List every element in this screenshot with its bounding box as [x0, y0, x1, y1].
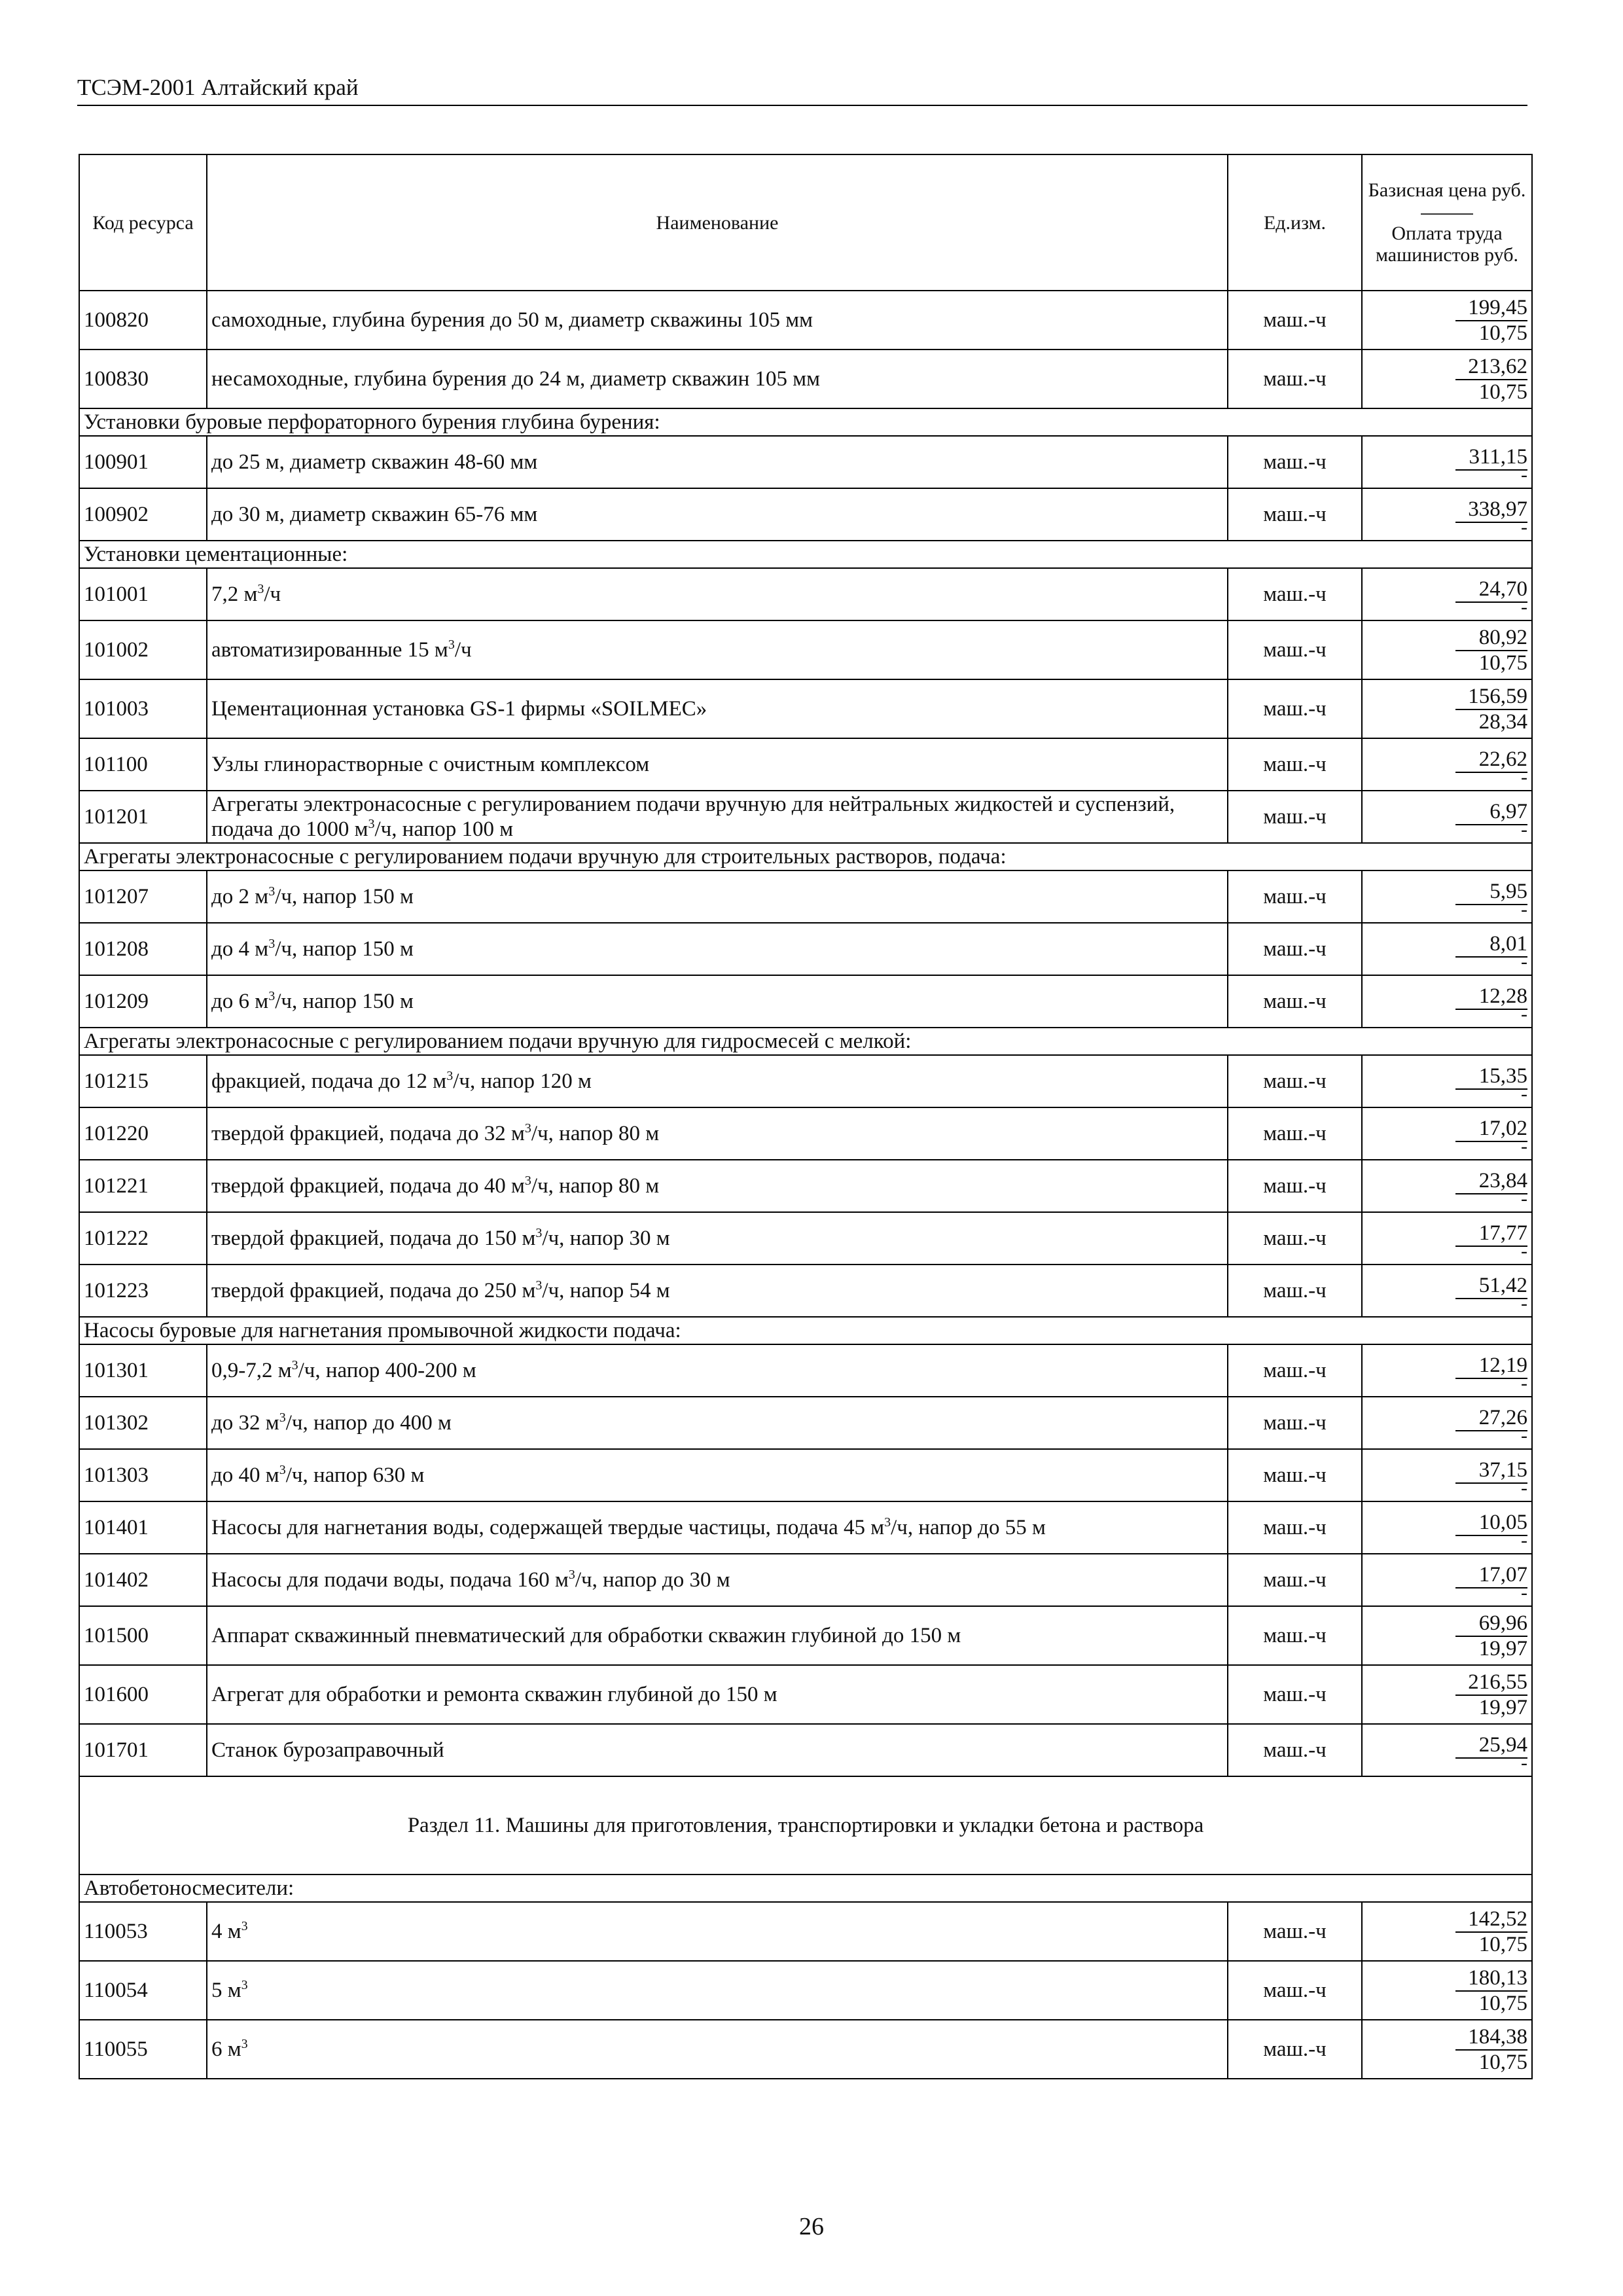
base-price: 6,97	[1455, 799, 1527, 825]
resource-code: 101402	[79, 1554, 207, 1606]
resource-name: 7,2 $м^3/ч$	[207, 568, 1228, 620]
unit-of-measure: маш.-ч	[1228, 791, 1362, 843]
unit-of-measure: маш.-ч	[1228, 1212, 1362, 1265]
unit-of-measure: маш.-ч	[1228, 620, 1362, 679]
price-cell	[1362, 1344, 1532, 1397]
price-cell	[1362, 350, 1532, 408]
unit-of-measure: маш.-ч	[1228, 679, 1362, 738]
table-row	[79, 1265, 1532, 1317]
resource-name: Насосы для подачи воды, подача 160 $м^3/ч$, напор до 30 м	[207, 1554, 1228, 1606]
operator-wage: 10,75	[1478, 1933, 1527, 1956]
unit-of-measure: маш.-ч	[1228, 350, 1362, 408]
price-cell	[1362, 1902, 1532, 1961]
resource-name: самоходные, глубина бурения до 50 м, диаметр скважины 105 мм	[207, 291, 1228, 350]
table-row	[79, 1961, 1532, 2020]
section-title	[79, 1776, 1532, 1874]
resource-code: 101500	[79, 1606, 207, 1665]
price-cell	[1362, 436, 1532, 488]
resource-name: 5 $м^3$	[207, 1961, 1228, 2020]
operator-wage: -	[1521, 464, 1527, 486]
operator-wage: -	[1521, 1477, 1527, 1499]
table-row	[79, 1606, 1532, 1665]
price-cell	[1362, 1160, 1532, 1212]
resource-name: до 4 $м^3/ч$, напор 150 м	[207, 923, 1228, 975]
unit-of-measure: маш.-ч	[1228, 1961, 1362, 2020]
resource-code: 101701	[79, 1724, 207, 1776]
unit-of-measure: маш.-ч	[1228, 1902, 1362, 1961]
group-title: Установки буровые перфораторного бурения глубина бурения:	[79, 408, 1532, 436]
resource-code: 100901	[79, 436, 207, 488]
table-row	[79, 1397, 1532, 1449]
resource-name: до 32 $м^3/ч$, напор до 400 м	[207, 1397, 1228, 1449]
header-divider	[1421, 212, 1473, 215]
operator-wage: -	[1521, 1240, 1527, 1262]
table-row	[79, 1449, 1532, 1501]
table-row	[79, 1107, 1532, 1160]
table-row	[79, 923, 1532, 975]
operator-wage: 10,75	[1478, 651, 1527, 675]
base-price: 142,52	[1455, 1907, 1527, 1933]
resource-name: до 2 $м^3/ч$, напор 150 м	[207, 870, 1228, 923]
unit-of-measure: маш.-ч	[1228, 1449, 1362, 1501]
price-cell	[1362, 923, 1532, 975]
table-row	[79, 1501, 1532, 1554]
resource-name: Узлы глинорастворные с очистным комплексом	[207, 738, 1228, 791]
operator-wage: -	[1521, 1188, 1527, 1210]
operator-wage: -	[1521, 819, 1527, 840]
col-header-price-wage: Оплата труда машинистов руб.	[1375, 223, 1519, 266]
unit-of-measure: маш.-ч	[1228, 1055, 1362, 1107]
operator-wage: -	[1521, 1136, 1527, 1157]
table-row	[79, 679, 1532, 738]
base-price: 199,45	[1455, 295, 1527, 321]
operator-wage: 10,75	[1478, 2051, 1527, 2074]
price-cell	[1362, 1501, 1532, 1554]
resource-code: 101303	[79, 1449, 207, 1501]
resource-code: 101215	[79, 1055, 207, 1107]
price-cell	[1362, 738, 1532, 791]
table-row	[79, 436, 1532, 488]
document-title: ТСЭМ-2001 Алтайский край	[77, 75, 359, 100]
base-price: 17,02	[1455, 1116, 1527, 1142]
price-cell	[1362, 1397, 1532, 1449]
resource-code: 101100	[79, 738, 207, 791]
unit-of-measure: маш.-ч	[1228, 1665, 1362, 1724]
resource-name: 0,9-7,2 $м^3/ч$, напор 400-200 м	[207, 1344, 1228, 1397]
base-price: 5,95	[1455, 879, 1527, 905]
resource-code: 101301	[79, 1344, 207, 1397]
table-row	[79, 975, 1532, 1028]
resource-code: 101001	[79, 568, 207, 620]
running-header	[77, 73, 1527, 106]
resource-code: 110053	[79, 1902, 207, 1961]
table-row	[79, 1212, 1532, 1265]
base-price: 80,92	[1455, 625, 1527, 651]
price-cell	[1362, 1212, 1532, 1265]
page-number: 26	[799, 2213, 824, 2240]
price-table	[79, 154, 1533, 2079]
col-header-code: Код ресурса	[79, 154, 207, 291]
resource-name: Станок бурозаправочный	[207, 1724, 1228, 1776]
table-row	[79, 1160, 1532, 1212]
table-row	[79, 620, 1532, 679]
base-price: 23,84	[1455, 1168, 1527, 1194]
resource-name: до 25 м, диаметр скважин 48-60 мм	[207, 436, 1228, 488]
resource-name: Цементационная установка GS-1 фирмы «SOILMEC»	[207, 679, 1228, 738]
operator-wage: -	[1521, 1752, 1527, 1774]
unit-of-measure: маш.-ч	[1228, 436, 1362, 488]
table-row	[79, 738, 1532, 791]
resource-name: твердой фракцией, подача до 32 $м^3/ч$, напор 80 м	[207, 1107, 1228, 1160]
group-row	[79, 843, 1532, 870]
price-cell	[1362, 1665, 1532, 1724]
col-header-price-base: Базисная цена руб.	[1368, 179, 1526, 201]
price-cell	[1362, 679, 1532, 738]
unit-of-measure: маш.-ч	[1228, 1554, 1362, 1606]
unit-of-measure: маш.-ч	[1228, 1107, 1362, 1160]
operator-wage: 28,34	[1478, 710, 1527, 734]
operator-wage: 10,75	[1478, 1992, 1527, 2015]
col-header-name: Наименование	[207, 154, 1228, 291]
unit-of-measure: маш.-ч	[1228, 1724, 1362, 1776]
resource-code: 101002	[79, 620, 207, 679]
base-price: 27,26	[1455, 1405, 1527, 1431]
resource-code: 101201	[79, 791, 207, 843]
unit-of-measure: маш.-ч	[1228, 975, 1362, 1028]
unit-of-measure: маш.-ч	[1228, 1397, 1362, 1449]
resource-name: автоматизированные 15 $м^3/ч$	[207, 620, 1228, 679]
unit-of-measure: маш.-ч	[1228, 923, 1362, 975]
operator-wage: -	[1521, 1293, 1527, 1314]
resource-name: твердой фракцией, подача до 250 $м^3/ч$, напор 54 м	[207, 1265, 1228, 1317]
operator-wage: -	[1521, 766, 1527, 788]
resource-code: 101208	[79, 923, 207, 975]
group-title: Насосы буровые для нагнетания промывочной жидкости подача:	[79, 1317, 1532, 1344]
unit-of-measure: маш.-ч	[1228, 1160, 1362, 1212]
resource-name: до 6 $м^3/ч$, напор 150 м	[207, 975, 1228, 1028]
resource-code: 101209	[79, 975, 207, 1028]
operator-wage: -	[1521, 1582, 1527, 1604]
base-price: 51,42	[1455, 1273, 1527, 1299]
table-row	[79, 1724, 1532, 1776]
unit-of-measure: маш.-ч	[1228, 2020, 1362, 2079]
table-row	[79, 1902, 1532, 1961]
table-row	[79, 291, 1532, 350]
operator-wage: -	[1521, 1003, 1527, 1025]
unit-of-measure: маш.-ч	[1228, 1606, 1362, 1665]
unit-of-measure: маш.-ч	[1228, 488, 1362, 541]
price-cell	[1362, 1449, 1532, 1501]
base-price: 12,28	[1455, 984, 1527, 1010]
base-price: 12,19	[1455, 1353, 1527, 1379]
operator-wage: 10,75	[1478, 321, 1527, 345]
price-cell	[1362, 568, 1532, 620]
section-title-text: Раздел 11. Машины для приготовления, транспортировки и укладки бетона и раствора	[407, 1814, 1204, 1837]
unit-of-measure: маш.-ч	[1228, 1344, 1362, 1397]
table-header-row	[79, 154, 1532, 291]
base-price: 15,35	[1455, 1064, 1527, 1090]
price-cell	[1362, 620, 1532, 679]
base-price: 10,05	[1455, 1510, 1527, 1536]
table-row	[79, 791, 1532, 843]
resource-code: 110054	[79, 1961, 207, 2020]
resource-code: 100902	[79, 488, 207, 541]
resource-name: твердой фракцией, подача до 40 $м^3/ч$, напор 80 м	[207, 1160, 1228, 1212]
operator-wage: 19,97	[1478, 1696, 1527, 1719]
resource-code: 101221	[79, 1160, 207, 1212]
col-header-price	[1362, 154, 1532, 291]
operator-wage: 19,97	[1478, 1637, 1527, 1660]
table-body	[79, 291, 1532, 2079]
table-row	[79, 568, 1532, 620]
resource-name: Аппарат скважинный пневматический для обработки скважин глубиной до 150 м	[207, 1606, 1228, 1665]
group-row	[79, 541, 1532, 568]
resource-name: Агрегат для обработки и ремонта скважин глубиной до 150 м	[207, 1665, 1228, 1724]
base-price: 8,01	[1455, 931, 1527, 958]
operator-wage: -	[1521, 1425, 1527, 1446]
resource-code: 100830	[79, 350, 207, 408]
unit-of-measure: маш.-ч	[1228, 291, 1362, 350]
base-price: 24,70	[1455, 577, 1527, 603]
price-cell	[1362, 1265, 1532, 1317]
base-price: 17,07	[1455, 1562, 1527, 1588]
table-row	[79, 1665, 1532, 1724]
operator-wage: -	[1521, 1530, 1527, 1551]
resource-name: фракцией, подача до 12 $м^3/ч$, напор 120 м	[207, 1055, 1228, 1107]
resource-code: 101401	[79, 1501, 207, 1554]
base-price: 216,55	[1455, 1670, 1527, 1696]
resource-name: твердой фракцией, подача до 150 $м^3/ч$, напор 30 м	[207, 1212, 1228, 1265]
operator-wage: -	[1521, 951, 1527, 973]
table-row	[79, 1055, 1532, 1107]
price-cell	[1362, 975, 1532, 1028]
price-cell	[1362, 1107, 1532, 1160]
price-cell	[1362, 870, 1532, 923]
resource-code: 101207	[79, 870, 207, 923]
base-price: 338,97	[1455, 497, 1527, 523]
resource-name: несамоходные, глубина бурения до 24 м, диаметр скважин 105 мм	[207, 350, 1228, 408]
operator-wage: -	[1521, 1083, 1527, 1105]
group-row	[79, 1874, 1532, 1902]
operator-wage: -	[1521, 516, 1527, 538]
base-price: 184,38	[1455, 2024, 1527, 2051]
table-row	[79, 350, 1532, 408]
base-price: 69,96	[1455, 1611, 1527, 1637]
operator-wage: -	[1521, 899, 1527, 920]
resource-code: 101220	[79, 1107, 207, 1160]
resource-name: 6 $м^3$	[207, 2020, 1228, 2079]
group-title: Установки цементационные:	[79, 541, 1532, 568]
base-price: 156,59	[1455, 684, 1527, 710]
base-price: 213,62	[1455, 354, 1527, 380]
base-price: 37,15	[1455, 1458, 1527, 1484]
section-row	[79, 1776, 1532, 1874]
unit-of-measure: маш.-ч	[1228, 870, 1362, 923]
resource-code: 101600	[79, 1665, 207, 1724]
group-row	[79, 1028, 1532, 1055]
base-price: 22,62	[1455, 747, 1527, 773]
price-cell	[1362, 488, 1532, 541]
base-price: 311,15	[1455, 444, 1527, 471]
resource-name: Агрегаты электронасосные с регулированием подачи вручную для нейтральных жидкостей и суспензий, подача до 1000 $м^3/ч$, напор 100 м	[207, 791, 1228, 843]
operator-wage: -	[1521, 596, 1527, 618]
unit-of-measure: маш.-ч	[1228, 1265, 1362, 1317]
resource-name: Насосы для нагнетания воды, содержащей твердые частицы, подача 45 $м^3/ч$, напор до 55 м	[207, 1501, 1228, 1554]
table-row	[79, 1344, 1532, 1397]
resource-name: до 40 $м^3/ч$, напор 630 м	[207, 1449, 1228, 1501]
group-title: Агрегаты электронасосные с регулированием подачи вручную для строительных растворов, подача:	[79, 843, 1532, 870]
operator-wage: -	[1521, 1372, 1527, 1394]
unit-of-measure: маш.-ч	[1228, 738, 1362, 791]
base-price: 17,77	[1455, 1221, 1527, 1247]
group-title: Автобетоносмесители:	[79, 1874, 1532, 1902]
group-row	[79, 1317, 1532, 1344]
base-price: 180,13	[1455, 1965, 1527, 1992]
operator-wage: 10,75	[1478, 380, 1527, 404]
unit-of-measure: маш.-ч	[1228, 1501, 1362, 1554]
price-cell	[1362, 291, 1532, 350]
resource-code: 101302	[79, 1397, 207, 1449]
resource-name: 4 $м^3$	[207, 1902, 1228, 1961]
price-cell	[1362, 1554, 1532, 1606]
price-cell	[1362, 2020, 1532, 2079]
table-row	[79, 2020, 1532, 2079]
resource-code: 101223	[79, 1265, 207, 1317]
base-price: 25,94	[1455, 1732, 1527, 1759]
resource-name: до 30 м, диаметр скважин 65-76 мм	[207, 488, 1228, 541]
group-row	[79, 408, 1532, 436]
price-cell	[1362, 1055, 1532, 1107]
resource-code: 110055	[79, 2020, 207, 2079]
table-row	[79, 488, 1532, 541]
table-row	[79, 870, 1532, 923]
table-row	[79, 1554, 1532, 1606]
resource-code: 101003	[79, 679, 207, 738]
unit-of-measure: маш.-ч	[1228, 568, 1362, 620]
resource-code: 101222	[79, 1212, 207, 1265]
price-cell	[1362, 791, 1532, 843]
col-header-unit: Ед.изм.	[1228, 154, 1362, 291]
price-cell	[1362, 1724, 1532, 1776]
group-title: Агрегаты электронасосные с регулированием подачи вручную для гидросмесей с мелкой:	[79, 1028, 1532, 1055]
price-cell	[1362, 1961, 1532, 2020]
resource-code: 100820	[79, 291, 207, 350]
price-cell	[1362, 1606, 1532, 1665]
